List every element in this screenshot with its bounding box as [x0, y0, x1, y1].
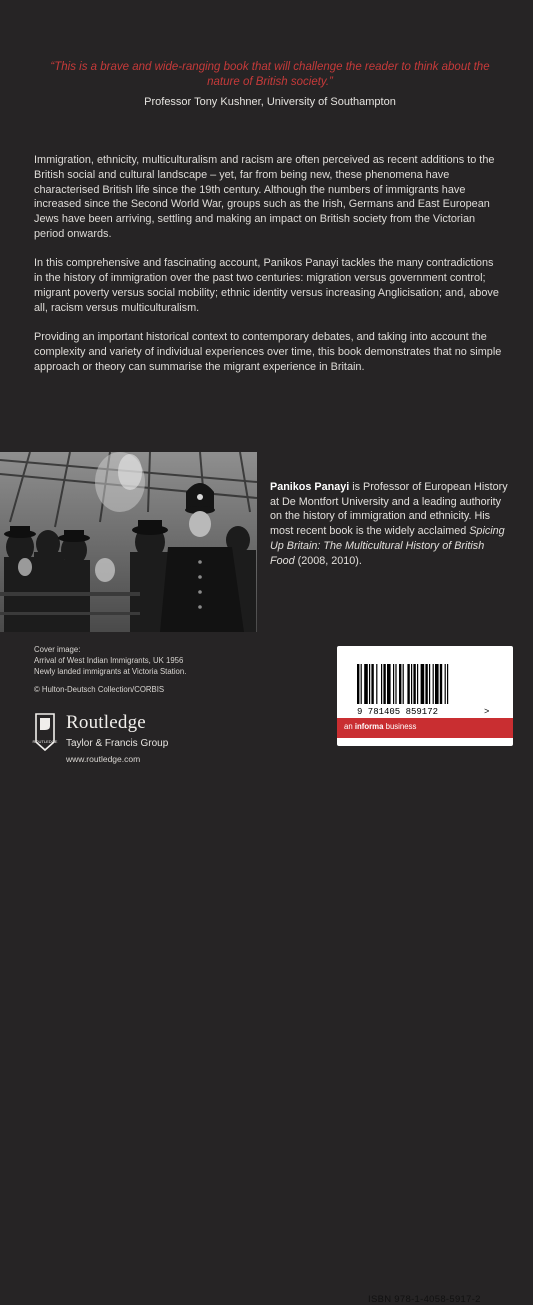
- barcode-bar: [387, 664, 391, 704]
- isbn-label: ISBN 978-1-4058-5917-2: [368, 1294, 481, 1305]
- barcode-bar: [413, 664, 415, 704]
- blurb-paragraph-3: Providing an important historical context to contemporary debates, and taking into account the complexity and variety of individual experiences over time, this book demonstrates that no simple approach or theory can summarise the migrant experience in Britain.: [34, 330, 502, 373]
- publisher-name: Routledge: [66, 712, 146, 733]
- barcode-bar: [429, 664, 430, 704]
- barcode-bar: [433, 664, 434, 704]
- barcode-bar: [411, 664, 412, 704]
- cover-image-credit: [34, 644, 274, 677]
- barcode-bar: [407, 664, 409, 704]
- back-cover-blurb: [34, 153, 502, 389]
- cover-line-1: Arrival of West Indian Immigrants, UK 1956: [34, 656, 184, 665]
- barcode-bar: [393, 664, 394, 704]
- barcode-bar: [421, 664, 425, 704]
- informa-prefix: an: [344, 722, 355, 731]
- barcode-bar: [447, 664, 448, 704]
- barcode-bar: [445, 664, 446, 704]
- bio-text-before: is Professor of European History at De Montfort University and a leading authority on the history of immigration and ethnicity. His most recent book is the widely acclaimed: [270, 481, 508, 538]
- blurb-paragraph-2: In this comprehensive and fascinating account, Panikos Panayi tackles the many contradictions in the history of immigration over the past two centuries: migration versus government control; migrant poverty versus social mobility; ethnic identity versus increasing Anglicisation; and, above all, racism versus multiculturalism.: [34, 257, 499, 314]
- barcode: [337, 646, 513, 716]
- barcode-bar: [361, 664, 362, 704]
- endorsement-quote: “This is a brave and wide-ranging book that will challenge the reader to think about the nature of British society.”: [50, 61, 490, 88]
- barcode-bar: [371, 664, 373, 704]
- barcode-bar: [364, 664, 368, 704]
- barcode-bar: [440, 664, 442, 704]
- blurb-paragraph-1: Immigration, ethnicity, multiculturalism and racism are often perceived as recent additions to the British social and cultural landscape – yet, far from being new, these phenomena have characterised British life since the 19th century. Although the numbers of immigrants have increased since the Second World War, groups such as the Irish, Germans and East European Jews have been arriving, settling and making an impact on British society from the Victorian period onwards.: [34, 154, 495, 240]
- barcode-bar: [399, 664, 401, 704]
- barcode-bar: [381, 664, 382, 704]
- barcode-bar: [417, 664, 418, 704]
- informa-suffix: business: [383, 722, 417, 731]
- book-title: Spicing Up Britain: The Multicultural History of British Food: [270, 525, 505, 567]
- routledge-logo-icon: [34, 712, 56, 752]
- barcode-bar: [435, 664, 439, 704]
- barcode-bar: [395, 664, 396, 704]
- logo-text: ROUTLEDGE: [32, 739, 58, 744]
- price-mark: >: [484, 707, 490, 717]
- endorsement-attribution: Professor Tony Kushner, University of Southampton: [144, 96, 396, 108]
- bio-text-after: (2008, 2010).: [294, 554, 362, 567]
- barcode-bar: [376, 664, 377, 704]
- barcode-digits: 9 781405 859172: [357, 707, 439, 717]
- cover-heading: Cover image:: [34, 645, 81, 654]
- barcode-bar: [403, 664, 404, 704]
- publisher-block: [34, 712, 264, 772]
- author-name: Panikos Panayi: [270, 481, 350, 493]
- barcode-bar: [383, 664, 385, 704]
- publisher-group: Taylor & Francis Group: [66, 738, 169, 749]
- author-bio: [270, 480, 510, 568]
- cover-line-2: Newly landed immigrants at Victoria Station.: [34, 667, 187, 676]
- cover-photo: [0, 452, 257, 632]
- barcode-bar: [357, 664, 359, 704]
- photo-copyright: © Hulton-Deutsch Collection/CORBIS: [34, 685, 165, 694]
- barcode-bar: [369, 664, 370, 704]
- informa-banner: [337, 718, 513, 738]
- barcode-bar: [425, 664, 427, 704]
- publisher-url: www.routledge.com: [66, 754, 141, 764]
- informa-brand: informa: [354, 722, 384, 731]
